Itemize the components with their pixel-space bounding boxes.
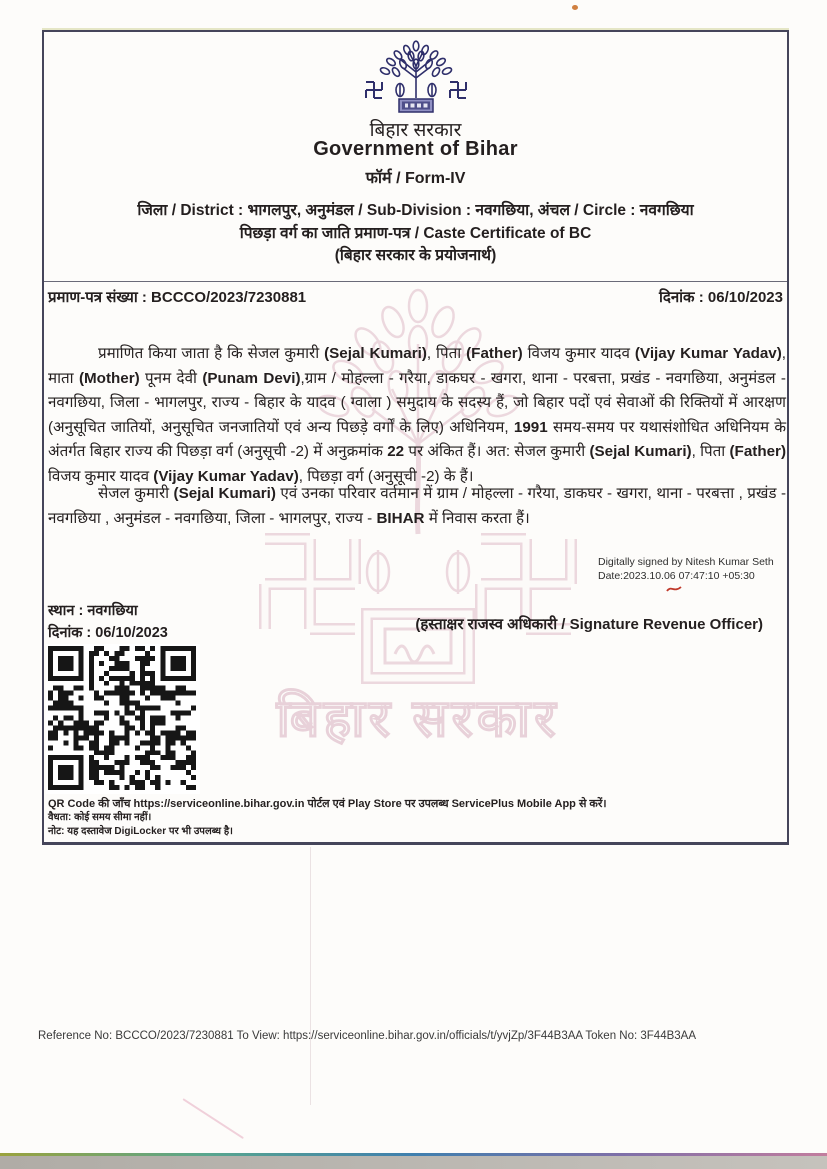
emblem-plaque xyxy=(399,99,433,112)
bihar-government-emblem xyxy=(351,38,481,123)
qr-code xyxy=(46,644,200,794)
watermark-text: बिहार सरकार xyxy=(276,690,560,748)
note-digilocker: नोट: यह दस्तावेज DigiLocker पर भी उपलब्ध है। xyxy=(48,825,233,837)
place-label: स्थान : xyxy=(48,603,88,619)
certificate-date xyxy=(659,287,783,307)
certificate-body-paragraph-1: प्रमाणित किया जाता है कि सेजल कुमारी (Sejal Kumari), पिता (Father) विजय कुमार यादव (Vijay Kumar Yadav), माता (Mother) पूनम देवी (Punam Devi),ग्राम / मोहल्ला - गरैया, डाकघर - खगरा, थाना - परबत्ता, प्रखंड - नवगछिया, अनुमंडल - नवगछिया, जिला - भागलपुर, राज्य - बिहार के यादव ( ग्वाला ) समुदाय के सदस्य हैं, जो बिहार पदों एवं सेवाओं की रिक्तियों में आरक्षण (अनुसूचित जातियों, अनुसूचित जनजातियों एवं अन्य पिछड़े वर्गों के लिए) अधिनियम, 1991 समय-समय पर यथासंशोधित अधिनियम के अंतर्गत बिहार राज्य की पिछड़ा वर्ग (अनुसूची -2) में अनुक्रमांक 22 पर अंकित हैं। अत: सेजल कुमारी (Sejal Kumari), पिता (Father) विजय कुमार यादव (Vijay Kumar Yadav), पिछड़ा वर्ग (अनुसूची -2) के हैं। xyxy=(48,345,787,485)
certificate-subtitle: (बिहार सरकार के प्रयोजनार्थ) xyxy=(334,247,497,264)
certificate-body-paragraph-2: सेजल कुमारी (Sejal Kumari) एवं उनका परिवार वर्तमान में ग्राम / मोहल्ला - गरैया, डाकघर - खगरा, थाना - परबत्ता , प्रखंड - नवगछिया , अनुमंडल - नवगछिया, जिला - भागलपुर, राज्य - BIHAR में निवास करता हैं। xyxy=(48,485,786,527)
emblem-tree xyxy=(379,41,452,98)
scan-scratch-mark xyxy=(182,1098,243,1139)
district-subdivision-circle-line: जिला / District : भागलपुर, अनुमंडल / Sub-Division : नवगछिया, अंचल / Circle : नवगछिया xyxy=(137,202,694,219)
certificate-number xyxy=(48,287,306,307)
certificate-number-label: प्रमाण-पत्र संख्या : xyxy=(48,289,152,306)
certificate-title: पिछड़ा वर्ग का जाति प्रमाण-पत्र / Caste Certificate of BC xyxy=(239,225,592,242)
signature-squiggle-mark xyxy=(666,584,684,594)
note-qr-verification: QR Code की जाँच https://serviceonline.bihar.gov.in पोर्टल एवं Play Store पर उपलब्ध ServicePlus Mobile App से करें। xyxy=(48,798,607,810)
scan-edge-gray-strip xyxy=(0,1156,827,1169)
certificate-meta-row xyxy=(48,287,783,307)
certificate-date-label: दिनांक : xyxy=(659,289,708,306)
issue-date-line xyxy=(48,622,168,642)
emblem-swastika-right xyxy=(450,82,466,98)
reference-line: Reference No: BCCCO/2023/7230881 To View: https://serviceonline.bihar.gov.in/officials/t/yvjZp/3F44B3AA Token No: 3F44B3AA xyxy=(38,1030,697,1042)
scan-artifact-dot xyxy=(572,5,578,10)
footer-notes xyxy=(48,798,607,838)
emblem-swastika-left xyxy=(366,82,382,98)
qr-code-canvas xyxy=(48,646,196,790)
government-name-hindi: बिहार सरकार xyxy=(369,120,462,141)
certificate-date-value: 06/10/2023 xyxy=(707,289,783,306)
divider-line xyxy=(44,281,787,282)
issue-date-label: दिनांक : xyxy=(48,625,96,641)
certificate-number-value: BCCCO/2023/7230881 xyxy=(151,289,307,306)
certificate-frame xyxy=(42,30,789,845)
place-value: नवगछिया xyxy=(87,603,138,619)
digital-signature-line1: Digitally signed by Nitesh Kumar Seth xyxy=(598,556,774,568)
issue-place-line xyxy=(48,600,138,620)
scan-crease-line xyxy=(310,847,311,1105)
signature-revenue-officer-line: (हस्ताक्षर राजस्व अधिकारी / Signature Revenue Officer) xyxy=(415,616,763,633)
form-number: फॉर्म / Form-IV xyxy=(365,170,466,187)
digital-signature-line2: Date:2023.10.06 07:47:10 +05:30 xyxy=(598,569,755,582)
issue-date-value: 06/10/2023 xyxy=(95,625,168,641)
note-validity: वैधता: कोई समय सीमा नहीं। xyxy=(48,812,152,824)
digital-signature-block xyxy=(598,556,774,583)
government-name-english: Government of Bihar xyxy=(313,138,518,160)
